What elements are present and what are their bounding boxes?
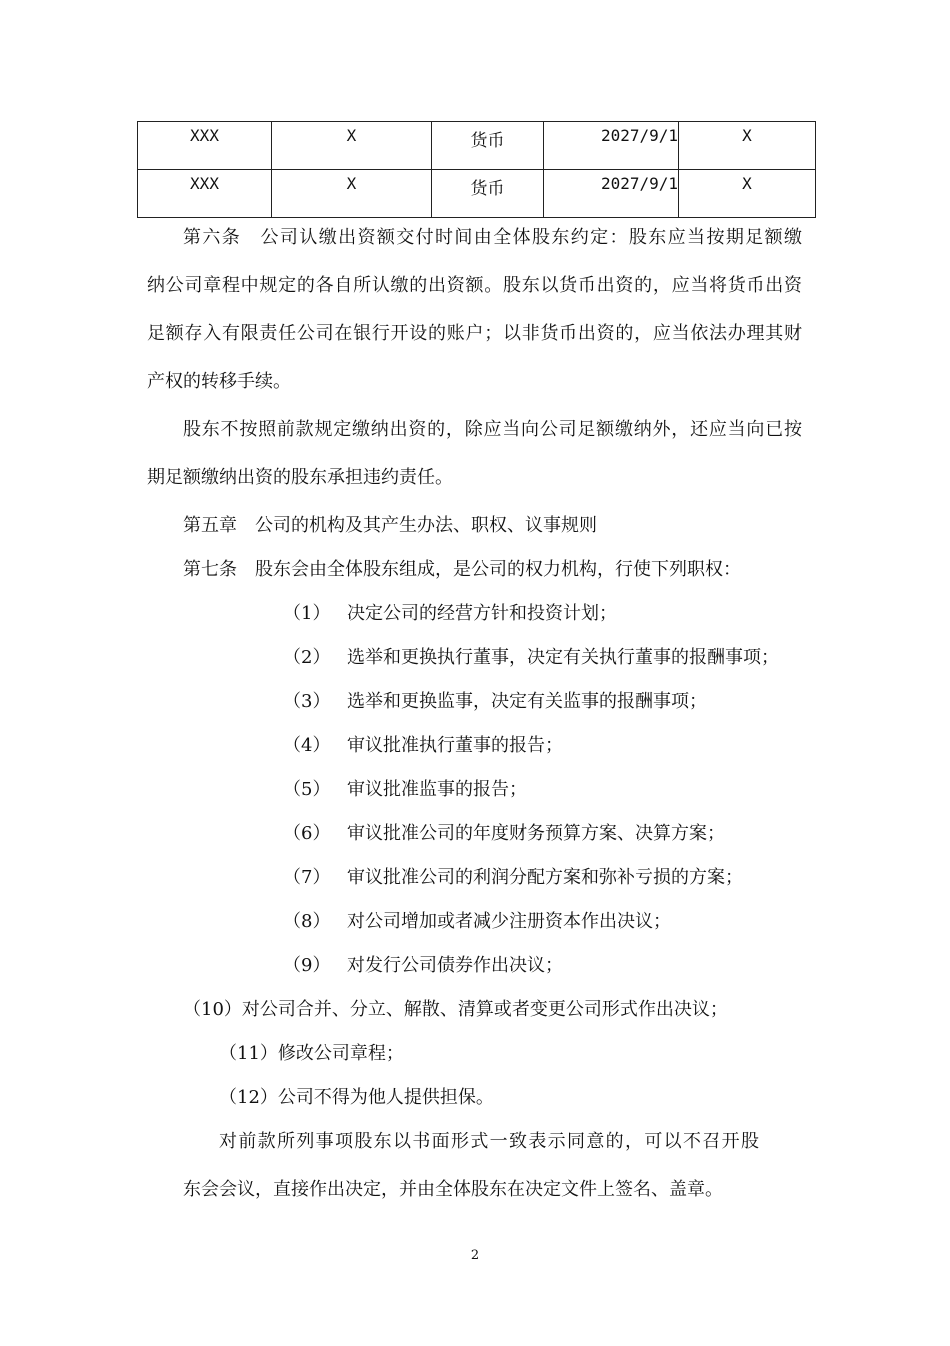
shareholder-contribution-table: [137, 121, 816, 218]
power-11: （11）修改公司章程；: [219, 1043, 404, 1064]
article6-line1: 第六条 公司认缴出资额交付时间由全体股东约定：股东应当按期足额缴: [183, 227, 802, 248]
table-cell-method: 货币: [432, 170, 544, 218]
chapter-heading: 第五章 公司的机构及其产生办法、职权、议事规则: [183, 515, 597, 536]
list-item-number: （5）: [283, 779, 331, 800]
article7-intro: 第七条 股东会由全体股东组成，是公司的权力机构，行使下列职权：: [183, 559, 741, 580]
article6-line2: 纳公司章程中规定的各自所认缴的出资额。股东以货币出资的，应当将货币出资: [147, 275, 802, 296]
power-10: （10）对公司合并、分立、解散、清算或者变更公司形式作出决议；: [183, 999, 728, 1020]
table-cell-shareholder: XXX: [138, 122, 272, 170]
list-item-text: 对公司增加或者减少注册资本作出决议；: [347, 911, 671, 932]
list-item-text: 审议批准公司的年度财务预算方案、决算方案；: [347, 823, 725, 844]
list-item-text: 选举和更换执行董事，决定有关执行董事的报酬事项；: [347, 647, 779, 668]
list-item-number: （9）: [283, 955, 331, 976]
table-cell-amount: X: [272, 170, 432, 218]
table-cell-shareholder: XXX: [138, 170, 272, 218]
power-12: （12）公司不得为他人提供担保。: [219, 1087, 494, 1108]
list-item-text: 决定公司的经营方针和投资计划；: [347, 603, 617, 624]
article6-line4: 产权的转移手续。: [147, 371, 291, 392]
article6-para2-line1: 股东不按照前款规定缴纳出资的，除应当向公司足额缴纳外，还应当向已按: [183, 419, 802, 440]
list-item-number: （2）: [283, 647, 331, 668]
list-item-text: 审议批准公司的利润分配方案和弥补亏损的方案；: [347, 867, 743, 888]
list-item-text: 选举和更换监事，决定有关监事的报酬事项；: [347, 691, 707, 712]
list-item-text: 审议批准监事的报告；: [347, 779, 527, 800]
list-item-text: 审议批准执行董事的报告；: [347, 735, 563, 756]
list-item-number: （7）: [283, 867, 331, 888]
list-item-number: （8）: [283, 911, 331, 932]
list-item-text: 对发行公司债券作出决议；: [347, 955, 563, 976]
closing-line1: 对前款所列事项股东以书面形式一致表示同意的，可以不召开股: [219, 1131, 759, 1152]
list-item-number: （4）: [283, 735, 331, 756]
table-cell-date: 2027/9/1: [544, 170, 679, 218]
table-row: [138, 170, 816, 218]
list-item-number: （6）: [283, 823, 331, 844]
table-cell-ratio: X: [679, 122, 816, 170]
table-cell-ratio: X: [679, 170, 816, 218]
list-item-number: （1）: [283, 603, 331, 624]
table-cell-method: 货币: [432, 122, 544, 170]
list-item-number: （3）: [283, 691, 331, 712]
closing-line2: 东会会议，直接作出决定，并由全体股东在决定文件上签名、盖章。: [183, 1179, 723, 1200]
article6-para2-line2: 期足额缴纳出资的股东承担违约责任。: [147, 467, 453, 488]
article6-line3: 足额存入有限责任公司在银行开设的账户；以非货币出资的，应当依法办理其财: [147, 323, 802, 344]
table-cell-date: 2027/9/1: [544, 122, 679, 170]
table-cell-amount: X: [272, 122, 432, 170]
page-number: 2: [470, 1248, 480, 1263]
table-row: [138, 122, 816, 170]
